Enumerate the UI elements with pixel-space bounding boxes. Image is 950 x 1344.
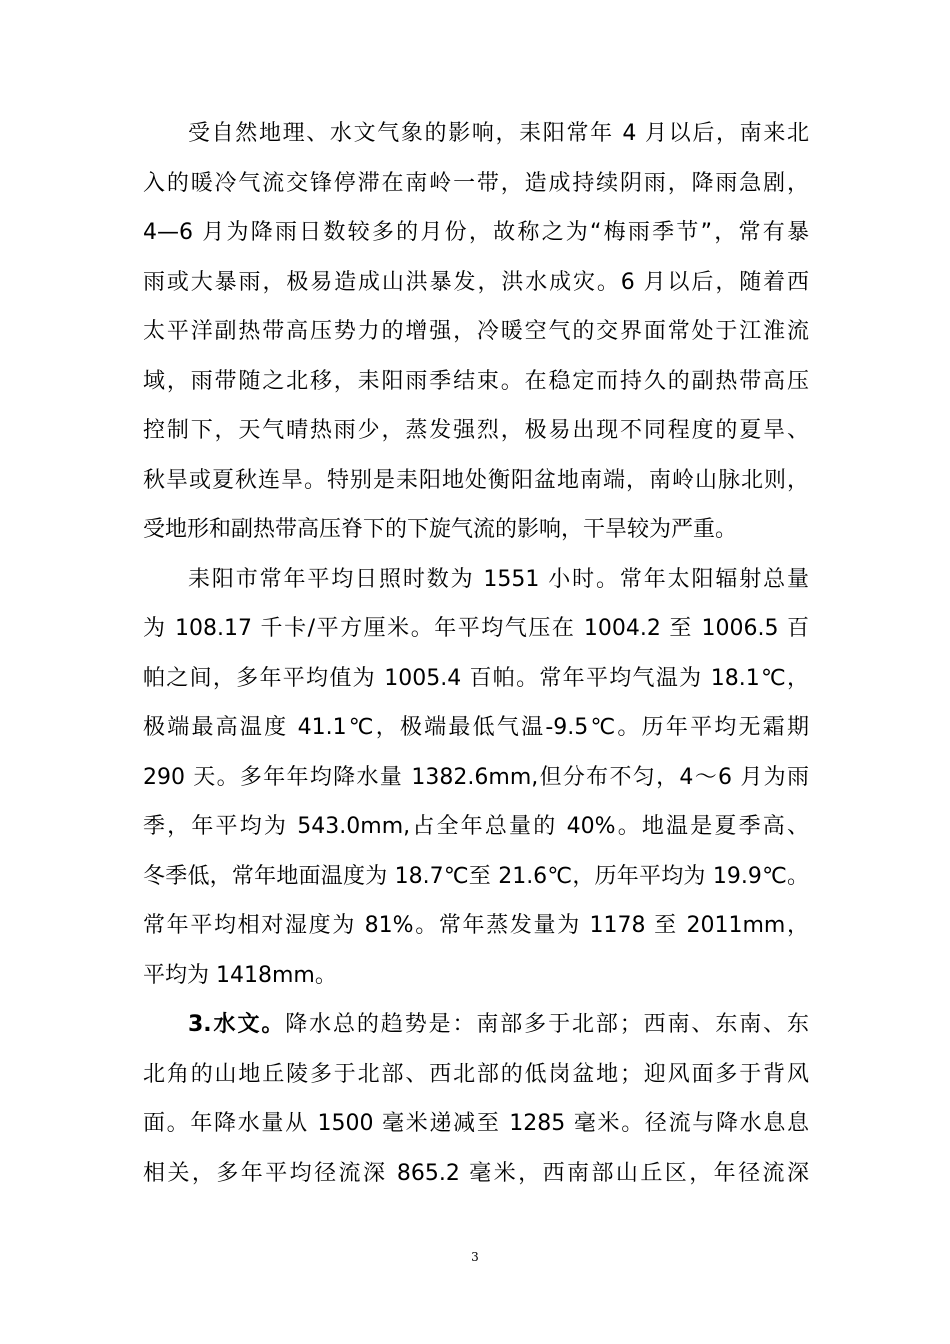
paragraph-1-line-7: 控制下，天气晴热雨少，蒸发强烈，极易出现不同程度的夏旱、 <box>143 418 809 443</box>
paragraph-3-line-1-text: 降水总的趋势是：南部多于北部；西南、东南、东 <box>285 1012 809 1037</box>
paragraph-1-line-3: 4—6 月为降雨日数较多的月份，故称之为“梅雨季节”，常有暴 <box>143 220 809 245</box>
paragraph-2-line-1: 耒阳市常年平均日照时数为 1551 小时。常年太阳辐射总量 <box>188 566 809 592</box>
paragraph-2-line-6: 季，年平均为 543.0mm,占全年总量的 40%。地温是夏季高、 <box>143 814 809 839</box>
paragraph-1-line-8: 秋旱或夏秋连旱。特别是耒阳地处衡阳盆地南端，南岭山脉北则， <box>143 467 809 493</box>
paragraph-2-line-5: 290 天。多年年均降水量 1382.6mm,但分布不匀，4～6 月为雨 <box>143 764 809 790</box>
paragraph-1-line-2: 入的暖冷气流交锋停滞在南岭一带，造成持续阴雨，降雨急剧， <box>143 170 809 196</box>
paragraph-1-line-4: 雨或大暴雨，极易造成山洪暴发，洪水成灾。6 月以后，随着西 <box>143 269 809 295</box>
paragraph-2-line-9: 平均为 1418mm。 <box>143 962 337 988</box>
paragraph-1-line-9: 受地形和副热带高压脊下的下旋气流的影响，干旱较为严重。 <box>143 517 738 542</box>
paragraph-3-line-4: 相关，多年平均径流深 865.2 毫米，西南部山丘区，年径流深 <box>143 1160 809 1186</box>
paragraph-1-line-5: 太平洋副热带高压势力的增强，冷暖空气的交界面常处于江淮流 <box>143 319 809 344</box>
section-heading: 3.水文。 <box>188 1012 286 1037</box>
paragraph-2-line-7: 冬季低，常年地面温度为 18.7℃至 21.6℃，历年平均为 19.9℃。 <box>143 863 809 889</box>
paragraph-2-line-2: 为 108.17 千卡/平方厘米。年平均气压在 1004.2 至 1006.5 百 <box>143 616 809 641</box>
paragraph-3-line-2: 北角的山地丘陵多于北部、西北部的低岗盆地；迎风面多于背风 <box>143 1061 809 1087</box>
paragraph-3-line-1 <box>143 1000 809 1050</box>
paragraph-1-line-6: 域，雨带随之北移，耒阳雨季结束。在稳定而持久的副热带高压 <box>143 368 809 394</box>
paragraph-2-line-8: 常年平均相对湿度为 81%。常年蒸发量为 1178 至 2011mm， <box>143 913 809 938</box>
paragraph-2-line-4: 极端最高温度 41.1℃，极端最低气温-9.5℃。历年平均无霜期 <box>143 715 809 740</box>
paragraph-2-line-3: 帕之间，多年平均值为 1005.4 百帕。常年平均气温为 18.1℃， <box>143 665 809 691</box>
paragraph-1-line-1: 受自然地理、水文气象的影响，耒阳常年 4 月以后，南来北 <box>188 121 809 146</box>
paragraph-3-line-3: 面。年降水量从 1500 毫米递减至 1285 毫米。径流与降水息息 <box>143 1111 809 1136</box>
body-text <box>143 109 809 1198</box>
page-number: 3 <box>471 1250 479 1264</box>
